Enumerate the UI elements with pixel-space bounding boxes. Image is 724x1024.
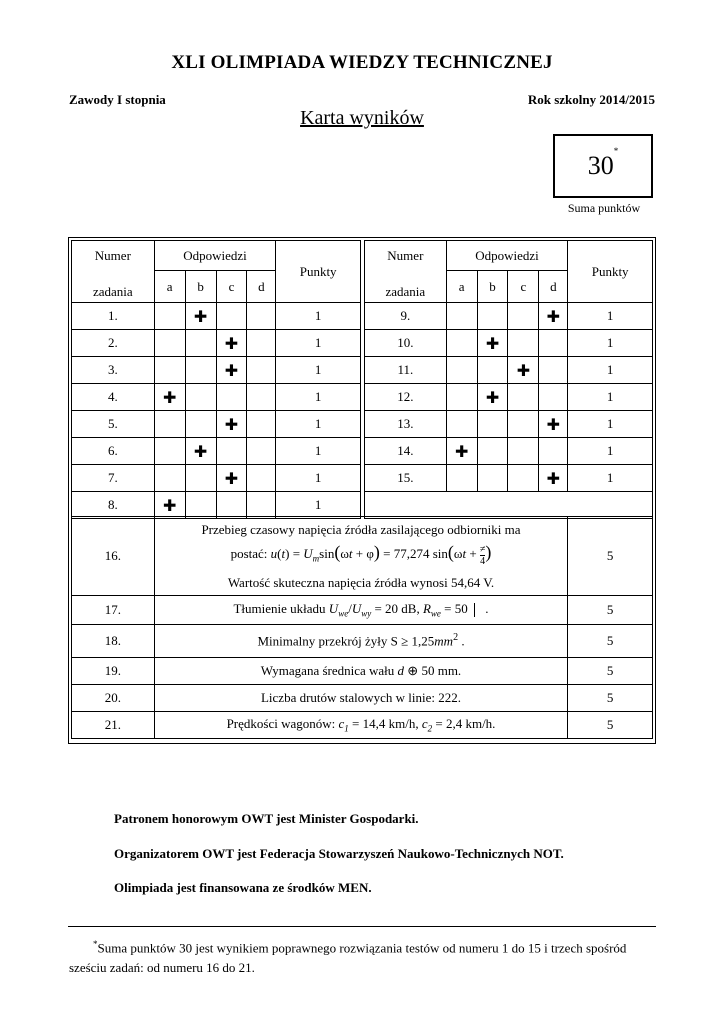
header-number-bottom: zadania (385, 284, 426, 299)
task-17-attenuation: = 20 dB, (374, 601, 420, 617)
task-18-unit: mm (434, 633, 454, 649)
task-points: 1 (276, 438, 361, 465)
answer-cell-a (446, 411, 477, 438)
task-16-prefix: postać: (230, 546, 268, 562)
task-points: 1 (276, 357, 361, 384)
task-number: 10. (365, 330, 447, 357)
task-number: 11. (365, 357, 447, 384)
answer-mark: ✚ (546, 468, 561, 488)
task-16-line3: Wartość skuteczna napięcia źródła wynosi 54,64 V. (227, 574, 495, 590)
task-points: 5 (568, 685, 653, 712)
answer-cell-a (154, 411, 185, 438)
task-17-end: . (485, 601, 489, 617)
competition-stage: Zawody I stopnia (69, 92, 166, 107)
score-value: 30 (587, 151, 614, 180)
task-17-text: Tłumienie układu (233, 601, 326, 617)
answer-cell-b (185, 357, 216, 384)
header-points: Punkty (568, 241, 653, 303)
task-21-speed-1: = 14,4 km/h, (352, 716, 419, 732)
header-number-top: Numer (387, 248, 424, 263)
answer-cell-d (539, 465, 568, 492)
footnote-divider (68, 926, 656, 927)
task-16-line1: Przebieg czasowy napięcia źródła zasilającego odbiorniki ma (201, 522, 521, 538)
page-title: XLI OLIMPIADA WIEDZY TECHNICZNEJ (171, 52, 553, 73)
task-row-16 (72, 517, 653, 596)
answer-row (72, 384, 361, 411)
task-points: 1 (276, 384, 361, 411)
header-option-b: b (477, 271, 508, 303)
answer-mark: ✚ (162, 495, 177, 515)
answer-cell-d (539, 384, 568, 411)
answer-cell-b (185, 492, 216, 519)
task-points: 1 (276, 411, 361, 438)
answer-cell-d (539, 303, 568, 330)
task-number: 18. (72, 625, 155, 658)
answer-cell-c (216, 357, 247, 384)
answer-cell-c (216, 411, 247, 438)
task-points: 1 (276, 465, 361, 492)
answer-cell-c (216, 330, 247, 357)
answer-cell-d (247, 438, 276, 465)
answer-row (365, 303, 653, 330)
answer-cell-b (185, 438, 216, 465)
task-number: 4. (72, 384, 155, 411)
task-18-text: Minimalny przekrój żyły S (257, 633, 398, 649)
header-option-d: d (539, 271, 568, 303)
task-points: 1 (276, 303, 361, 330)
task-points: 1 (276, 492, 361, 519)
task-number: 2. (72, 330, 155, 357)
task-points: 1 (276, 330, 361, 357)
answer-cell-a (446, 384, 477, 411)
answer-cell-a (446, 438, 477, 465)
task-number: 21. (72, 712, 155, 739)
answer-cell-d (247, 465, 276, 492)
answer-mark: ✚ (546, 306, 561, 326)
answer-row (365, 438, 653, 465)
footnote-marker: * (93, 939, 98, 949)
task-18-end: . (461, 633, 465, 649)
header-option-b: b (185, 271, 216, 303)
empty-row (365, 492, 653, 519)
score-marker: * (613, 146, 619, 156)
answer-cell-b (477, 411, 508, 438)
task-row-21 (72, 712, 653, 739)
task-number: 6. (72, 438, 155, 465)
task-19-text: Wymagana średnica wału (260, 663, 395, 678)
task-number: 12. (365, 384, 447, 411)
school-year: Rok szkolny 2014/2015 (527, 92, 655, 107)
answer-cell-a (446, 330, 477, 357)
answer-cell-a (446, 465, 477, 492)
answer-mark: ✚ (224, 414, 239, 434)
answer-cell-c (508, 330, 539, 357)
answer-row (72, 330, 361, 357)
answer-cell-d (539, 438, 568, 465)
header-answers: Odpowiedzi (154, 241, 276, 271)
task-21-text: Prędkości wagonów: (226, 716, 336, 732)
answer-row (365, 357, 653, 384)
answer-cell-d (539, 411, 568, 438)
answer-cell-c (508, 303, 539, 330)
score-box (553, 134, 653, 198)
task-answer: Prędkości wagonów: $c_1 = 14,4$ km/h, $c_2 = 2,4$ km/h. (154, 712, 567, 739)
note-funding: Olimpiada jest finansowana ze środków MEN. (114, 880, 372, 895)
task-16-value: 77,274 (393, 546, 430, 562)
answer-cell-c (508, 384, 539, 411)
answer-mark: ✚ (485, 333, 500, 353)
answer-cell-b (477, 330, 508, 357)
header-option-a: a (446, 271, 477, 303)
task-points: 1 (568, 330, 653, 357)
answer-cell-a (446, 357, 477, 384)
task-number: 5. (72, 411, 155, 438)
answer-row (365, 330, 653, 357)
task-number: 13. (365, 411, 447, 438)
task-answer: Tłumienie układu $U_{we}/U_{wy} = 20$ dB, $R_{we} = 50$ . (154, 596, 567, 625)
header-number-bottom: zadania (93, 284, 133, 299)
task-answer: Minimalny przekrój żyły $S \ge 1,25mm^2$ . (154, 625, 567, 658)
card-title: Karta wyników (300, 107, 424, 129)
answer-cell-b (477, 465, 508, 492)
answer-mark: ✚ (162, 387, 177, 407)
answer-cell-a (446, 303, 477, 330)
answer-cell-d (247, 411, 276, 438)
task-number: 3. (72, 357, 155, 384)
header-option-c: c (216, 271, 247, 303)
answers-table-right (364, 240, 653, 519)
task-points: 5 (568, 625, 653, 658)
note-organizer: Organizatorem OWT jest Federacja Stowarzyszeń Naukowo-Technicznych NOT. (114, 846, 564, 861)
answer-cell-c (508, 357, 539, 384)
task-points: 5 (568, 658, 653, 685)
empty-cell (365, 492, 653, 519)
answer-cell-b (477, 384, 508, 411)
header-number (72, 241, 155, 303)
task-points: 1 (568, 384, 653, 411)
answer-cell-a (154, 438, 185, 465)
answer-cell-a (154, 303, 185, 330)
answer-row (365, 384, 653, 411)
answer-cell-b (477, 438, 508, 465)
task-18-value: 1,25 (411, 633, 435, 649)
task-points: 1 (568, 411, 653, 438)
answer-row (365, 411, 653, 438)
answer-cell-a (154, 384, 185, 411)
header-option-d: d (247, 271, 276, 303)
answer-cell-a (154, 330, 185, 357)
answer-cell-b (185, 411, 216, 438)
task-16-formula: postać: $u(t) = U_m\sin(\omega t + \varphi) = 77,274$ sin(ωt + ≠ 4 ) (230, 542, 492, 567)
task-row-17 (72, 596, 653, 625)
answer-mark: ✚ (516, 360, 531, 380)
answer-cell-d (539, 330, 568, 357)
answer-cell-b (185, 330, 216, 357)
task-19-value: 50 mm. (421, 663, 462, 678)
answer-cell-d (247, 357, 276, 384)
answer-cell-b (477, 303, 508, 330)
task-number: 7. (72, 465, 155, 492)
footnote-text: Suma punktów 30 jest wynikiem poprawnego rozwiązania testów od numeru 1 do 15 i trzech spośród sześciu zadań: od numeru 16 do 21. (69, 940, 627, 976)
answer-cell-d (247, 303, 276, 330)
header-option-a: a (154, 271, 185, 303)
answer-cell-b (185, 465, 216, 492)
answer-cell-a (154, 465, 185, 492)
task-16-fraction-bottom: 4 (480, 555, 486, 567)
answer-cell-d (247, 384, 276, 411)
answer-cell-c (508, 465, 539, 492)
answer-cell-c (216, 492, 247, 519)
answer-cell-c (216, 303, 247, 330)
answer-cell-b (477, 357, 508, 384)
header-number (365, 241, 447, 303)
task-21-speed-2: = 2,4 km/h. (435, 716, 496, 732)
answer-cell-c (216, 438, 247, 465)
answer-cell-d (247, 492, 276, 519)
task-row-20 (72, 685, 653, 712)
answer-cell-d (539, 357, 568, 384)
answer-cell-a (154, 492, 185, 519)
task-points: 1 (568, 465, 653, 492)
tasks-table (71, 516, 653, 739)
answer-mark: ✚ (224, 333, 239, 353)
task-number: 8. (72, 492, 155, 519)
answer-row (72, 411, 361, 438)
answer-mark: ✚ (193, 441, 208, 461)
answer-cell-c (508, 438, 539, 465)
answer-cell-d (247, 330, 276, 357)
task-16-fraction-top: ≠ (479, 543, 486, 555)
answer-mark: ✚ (485, 387, 500, 407)
task-17-resistance: = 50 (444, 601, 468, 617)
note-patron: Patronem honorowym OWT jest Minister Gospodarki. (114, 811, 419, 826)
task-points: 1 (568, 438, 653, 465)
answer-mark: ✚ (224, 468, 239, 488)
answer-row (72, 303, 361, 330)
header-answers: Odpowiedzi (446, 241, 568, 271)
header-points: Punkty (276, 241, 361, 303)
task-answer (154, 517, 567, 596)
answer-row (72, 438, 361, 465)
answer-cell-c (508, 411, 539, 438)
answer-row (72, 492, 361, 519)
header-number-top: Numer (94, 248, 131, 263)
answer-mark: ✚ (224, 360, 239, 380)
answer-cell-b (185, 303, 216, 330)
task-points: 1 (568, 303, 653, 330)
task-number: 15. (365, 465, 447, 492)
answers-table-left (71, 240, 361, 519)
task-answer: Wymagana średnica wału d ⊕ 50 mm. (154, 658, 567, 685)
answer-row (72, 357, 361, 384)
header-option-c: c (508, 271, 539, 303)
answer-cell-a (154, 357, 185, 384)
answer-mark: ✚ (454, 441, 469, 461)
answer-mark: ✚ (193, 306, 208, 326)
task-points: 5 (568, 596, 653, 625)
answer-row (365, 465, 653, 492)
answer-cell-c (216, 465, 247, 492)
task-number: 14. (365, 438, 447, 465)
task-row-18 (72, 625, 653, 658)
footnote (69, 934, 659, 978)
task-points: 5 (568, 517, 653, 596)
task-number: 1. (72, 303, 155, 330)
answer-cell-c (216, 384, 247, 411)
task-number: 17. (72, 596, 155, 625)
task-number: 9. (365, 303, 447, 330)
task-number: 20. (72, 685, 155, 712)
task-18-exponent: 2 (453, 632, 459, 644)
task-row-19 (72, 658, 653, 685)
task-points: 5 (568, 712, 653, 739)
task-points: 1 (568, 357, 653, 384)
task-number: 19. (72, 658, 155, 685)
answer-mark: ✚ (546, 414, 561, 434)
score-label: Suma punktów (567, 201, 641, 215)
answer-row (72, 465, 361, 492)
task-number: 16. (72, 517, 155, 596)
task-answer: Liczba drutów stalowych w linie: 222. (154, 685, 567, 712)
answer-cell-b (185, 384, 216, 411)
